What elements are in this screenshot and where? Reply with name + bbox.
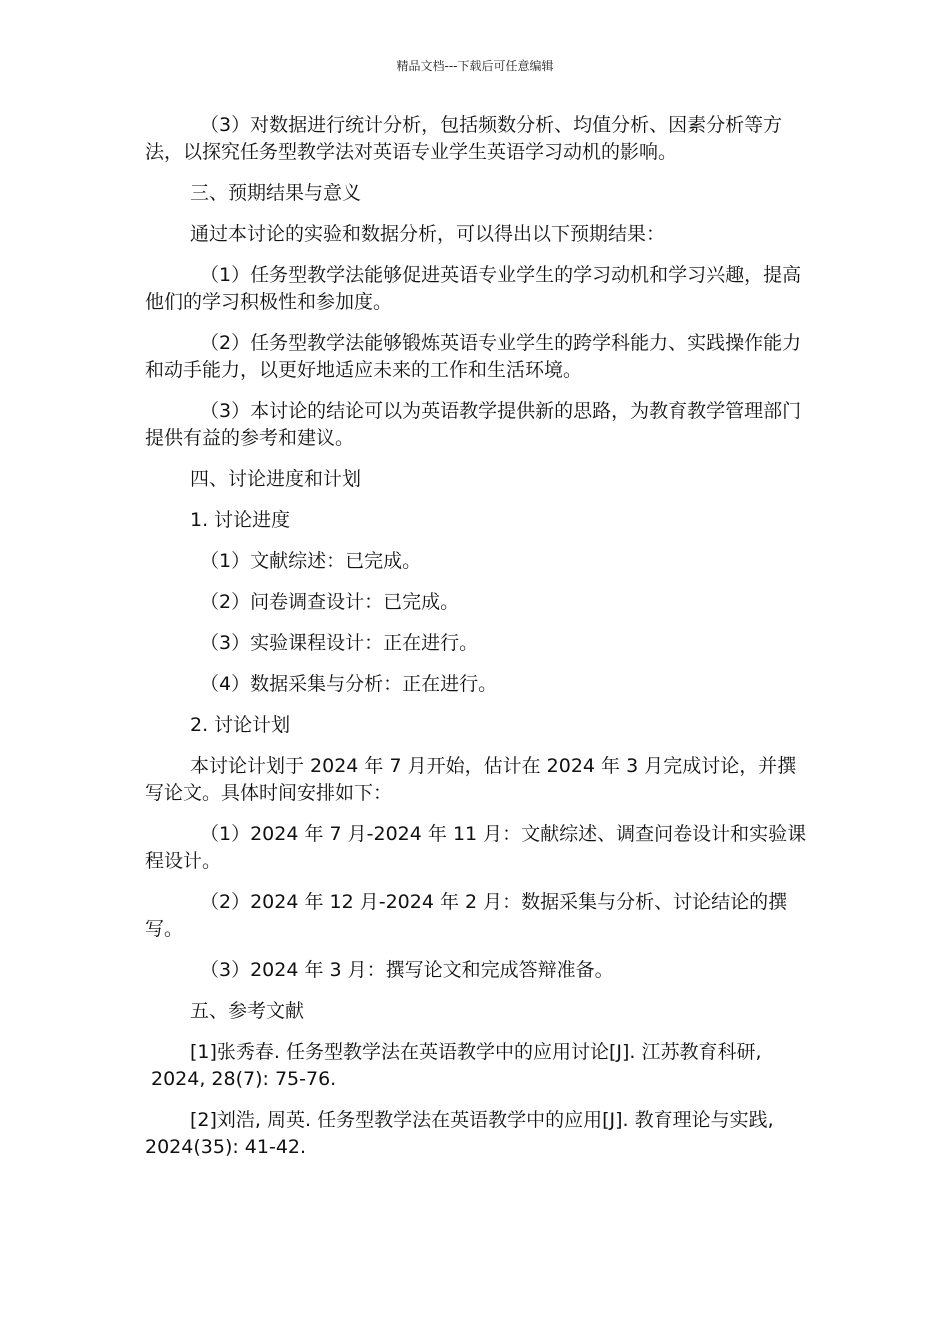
reference-1-line2: 2024, 28(7): 75-76.: [151, 1068, 337, 1090]
paragraph-intro-results: 通过本讨论的实验和数据分析，可以得出以下预期结果：: [190, 223, 666, 245]
document-body: [145, 112, 810, 1175]
subheading-plan: 2. 讨论计划: [190, 714, 291, 736]
progress-item-4: （4）数据采集与分析：正在进行。: [200, 673, 498, 695]
progress-item-2: （2）问卷调查设计：已完成。: [200, 591, 460, 613]
section-heading-expected-results: 三、预期结果与意义: [190, 182, 362, 204]
reference-2: [2]刘浩, 周英. 任务型教学法在英语教学中的应用[J]. 教育理论与实践, 2024(35): 41-42.: [145, 1109, 774, 1158]
reference-1: [145, 1039, 810, 1093]
progress-item-1: （1）文献综述：已完成。: [200, 550, 422, 572]
plan-item-3: （3）2024 年 3 月：撰写论文和完成答辩准备。: [200, 959, 614, 981]
paragraph-result-3: （3）本讨论的结论可以为英语教学提供新的思路，为教育教学管理部门提供有益的参考和建议。: [145, 400, 802, 449]
progress-item-3: （3）实验课程设计：正在进行。: [200, 632, 479, 654]
paragraph-result-1: （1）任务型教学法能够促进英语专业学生的学习动机和学习兴趣，提高他们的学习积极性和参加度。: [145, 264, 802, 313]
plan-item-1: （1）2024 年 7 月-2024 年 11 月：文献综述、调查问卷设计和实验课程设计。: [145, 823, 807, 872]
subheading-progress: 1. 讨论进度: [190, 509, 291, 531]
section-heading-references: 五、参考文献: [190, 1000, 305, 1022]
section-heading-progress-plan: 四、讨论进度和计划: [190, 468, 362, 490]
paragraph-plan-intro: 本讨论计划于 2024 年 7 月开始，估计在 2024 年 3 月完成讨论，并撰写论文。具体时间安排如下：: [145, 755, 797, 804]
paragraph-result-2: （2）任务型教学法能够锻炼英语专业学生的跨学科能力、实践操作能力和动手能力，以更好地适应未来的工作和生活环境。: [145, 332, 802, 381]
page-header: 精品文档---下载后可任意编辑: [396, 59, 554, 73]
reference-1-line1: [1]张秀春. 任务型教学法在英语教学中的应用讨论[J]. 江苏教育科研,: [190, 1041, 762, 1063]
paragraph-analysis-method: （3）对数据进行统计分析，包括频数分析、均值分析、因素分析等方法，以探究任务型教学法对英语专业学生英语学习动机的影响。: [145, 114, 783, 163]
plan-item-2: （2）2024 年 12 月-2024 年 2 月：数据采集与分析、讨论结论的撰写。: [145, 891, 788, 940]
